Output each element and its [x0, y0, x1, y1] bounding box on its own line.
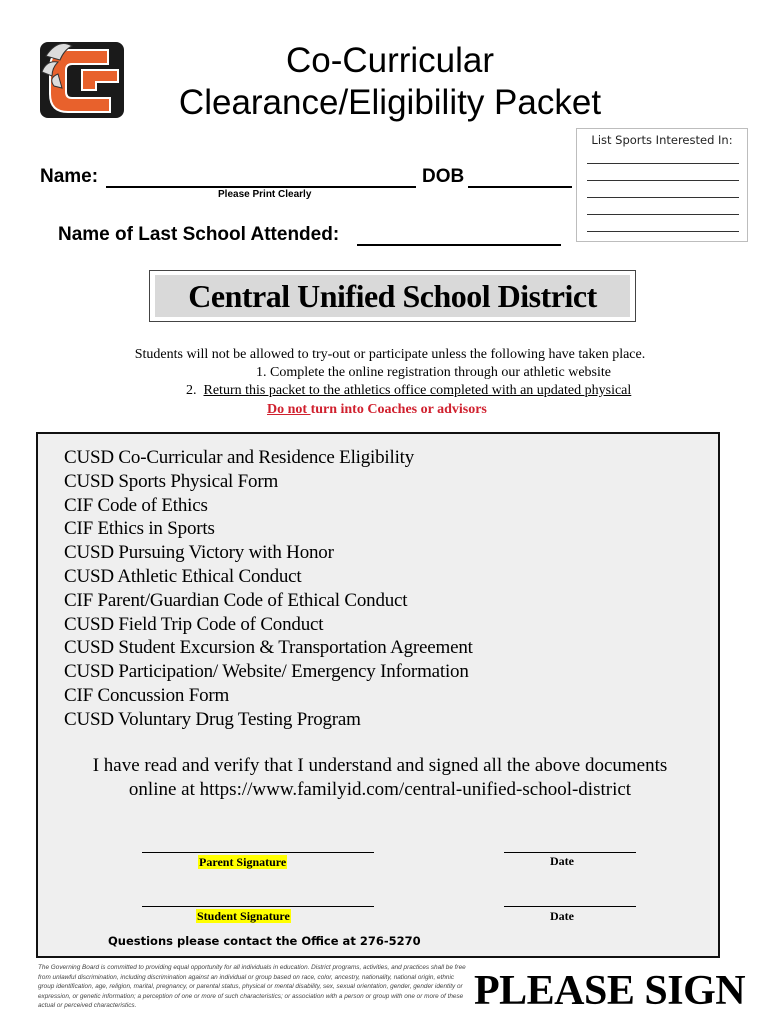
sports-entry-line-2[interactable] — [587, 180, 739, 181]
step-2-number: 2. — [186, 383, 197, 398]
list-item: CUSD Voluntary Drug Testing Program — [64, 708, 361, 730]
instructions-intro: Students will not be allowed to try-out or participate unless the following have taken place. — [134, 347, 646, 362]
parent-signature-label — [198, 855, 287, 870]
last-school-label: Name of Last School Attended: — [58, 224, 340, 245]
please-sign-heading: PLEASE SIGN — [474, 968, 746, 1014]
verification-statement — [38, 754, 722, 802]
sports-entry-line-5[interactable] — [587, 231, 739, 232]
contact-info: Questions please contact the Office at 276-5270 — [108, 934, 421, 948]
title-line-2: Clearance/Eligibility Packet — [178, 83, 602, 122]
district-banner — [149, 270, 636, 322]
list-item: CIF Concussion Form — [64, 684, 230, 706]
list-item: CUSD Co-Curricular and Residence Eligibility — [64, 447, 415, 468]
list-item: CIF Parent/Guardian Code of Ethical Conduct — [64, 589, 408, 611]
print-clearly-note: Please Print Clearly — [218, 189, 312, 200]
sports-entry-line-1[interactable] — [587, 163, 739, 164]
name-label: Name: — [40, 166, 99, 187]
parent-date-label: Date — [550, 854, 574, 868]
student-date-field[interactable] — [504, 906, 636, 907]
student-signature-text: Student Signature — [197, 909, 290, 923]
list-item: CIF Code of Ethics — [64, 494, 208, 516]
student-signature-label — [196, 909, 291, 924]
nondiscrimination-disclaimer: The Governing Board is committed to providing equal opportunity for all individuals in education. District programs, activities, and practices shall be free from unlawful discrimination, including discrimination against an individual or group based on race, color, ancestry, nationality, national origin, ethnic group identification, age, religion, marital, pregnancy, or parental status, physical or mental disability, sex, sexual orientation, gender, gender identity or expression, or genetic information; a perception of one or more of such characteristics; or association with a person or group with one or more of these actual or perceived characteristics. — [38, 964, 466, 1010]
claw-c-logo-icon — [38, 36, 128, 122]
page-title — [130, 40, 650, 124]
warning-do-not: Do not — [267, 402, 311, 417]
document-list — [64, 446, 473, 732]
documents-box — [36, 432, 720, 958]
warning-rest: turn into Coaches or advisors — [310, 402, 487, 417]
dob-field[interactable] — [468, 186, 572, 188]
student-signature-field[interactable] — [142, 906, 374, 907]
dob-label: DOB — [422, 166, 465, 187]
list-item: CUSD Participation/ Website/ Emergency Information — [64, 661, 469, 683]
list-item: CUSD Field Trip Code of Conduct — [64, 613, 324, 635]
list-item: CUSD Sports Physical Form — [64, 470, 279, 492]
last-school-field[interactable] — [357, 244, 561, 246]
sports-interest-box — [576, 128, 748, 242]
sports-entry-line-4[interactable] — [587, 214, 739, 215]
sports-entry-line-3[interactable] — [587, 197, 739, 198]
title-line-1: Co-Curricular — [285, 41, 495, 80]
step-2-text: Return this packet to the athletics office completed with an updated physical — [203, 383, 632, 398]
name-field[interactable] — [106, 186, 416, 188]
instruction-step-1: 1. Complete the online registration through our athletic website — [256, 365, 611, 380]
instruction-step-2 — [186, 383, 631, 399]
parent-signature-text: Parent Signature — [199, 855, 287, 869]
student-date-label: Date — [550, 909, 574, 923]
parent-date-field[interactable] — [504, 852, 636, 853]
sports-box-title: List Sports Interested In: — [591, 133, 733, 147]
list-item: CUSD Athletic Ethical Conduct — [64, 565, 302, 587]
list-item: CUSD Pursuing Victory with Honor — [64, 542, 334, 564]
verification-line-1: I have read and verify that I understand and signed all the above documents — [92, 755, 668, 776]
list-item: CUSD Student Excursion & Transportation Agreement — [64, 637, 473, 659]
list-item: CIF Ethics in Sports — [64, 518, 215, 540]
district-name: Central Unified School District — [155, 275, 630, 317]
parent-signature-field[interactable] — [142, 852, 374, 853]
school-logo — [38, 36, 128, 122]
verification-line-2: online at https://www.familyid.com/central-unified-school-district — [128, 779, 632, 800]
coach-warning — [267, 402, 487, 418]
